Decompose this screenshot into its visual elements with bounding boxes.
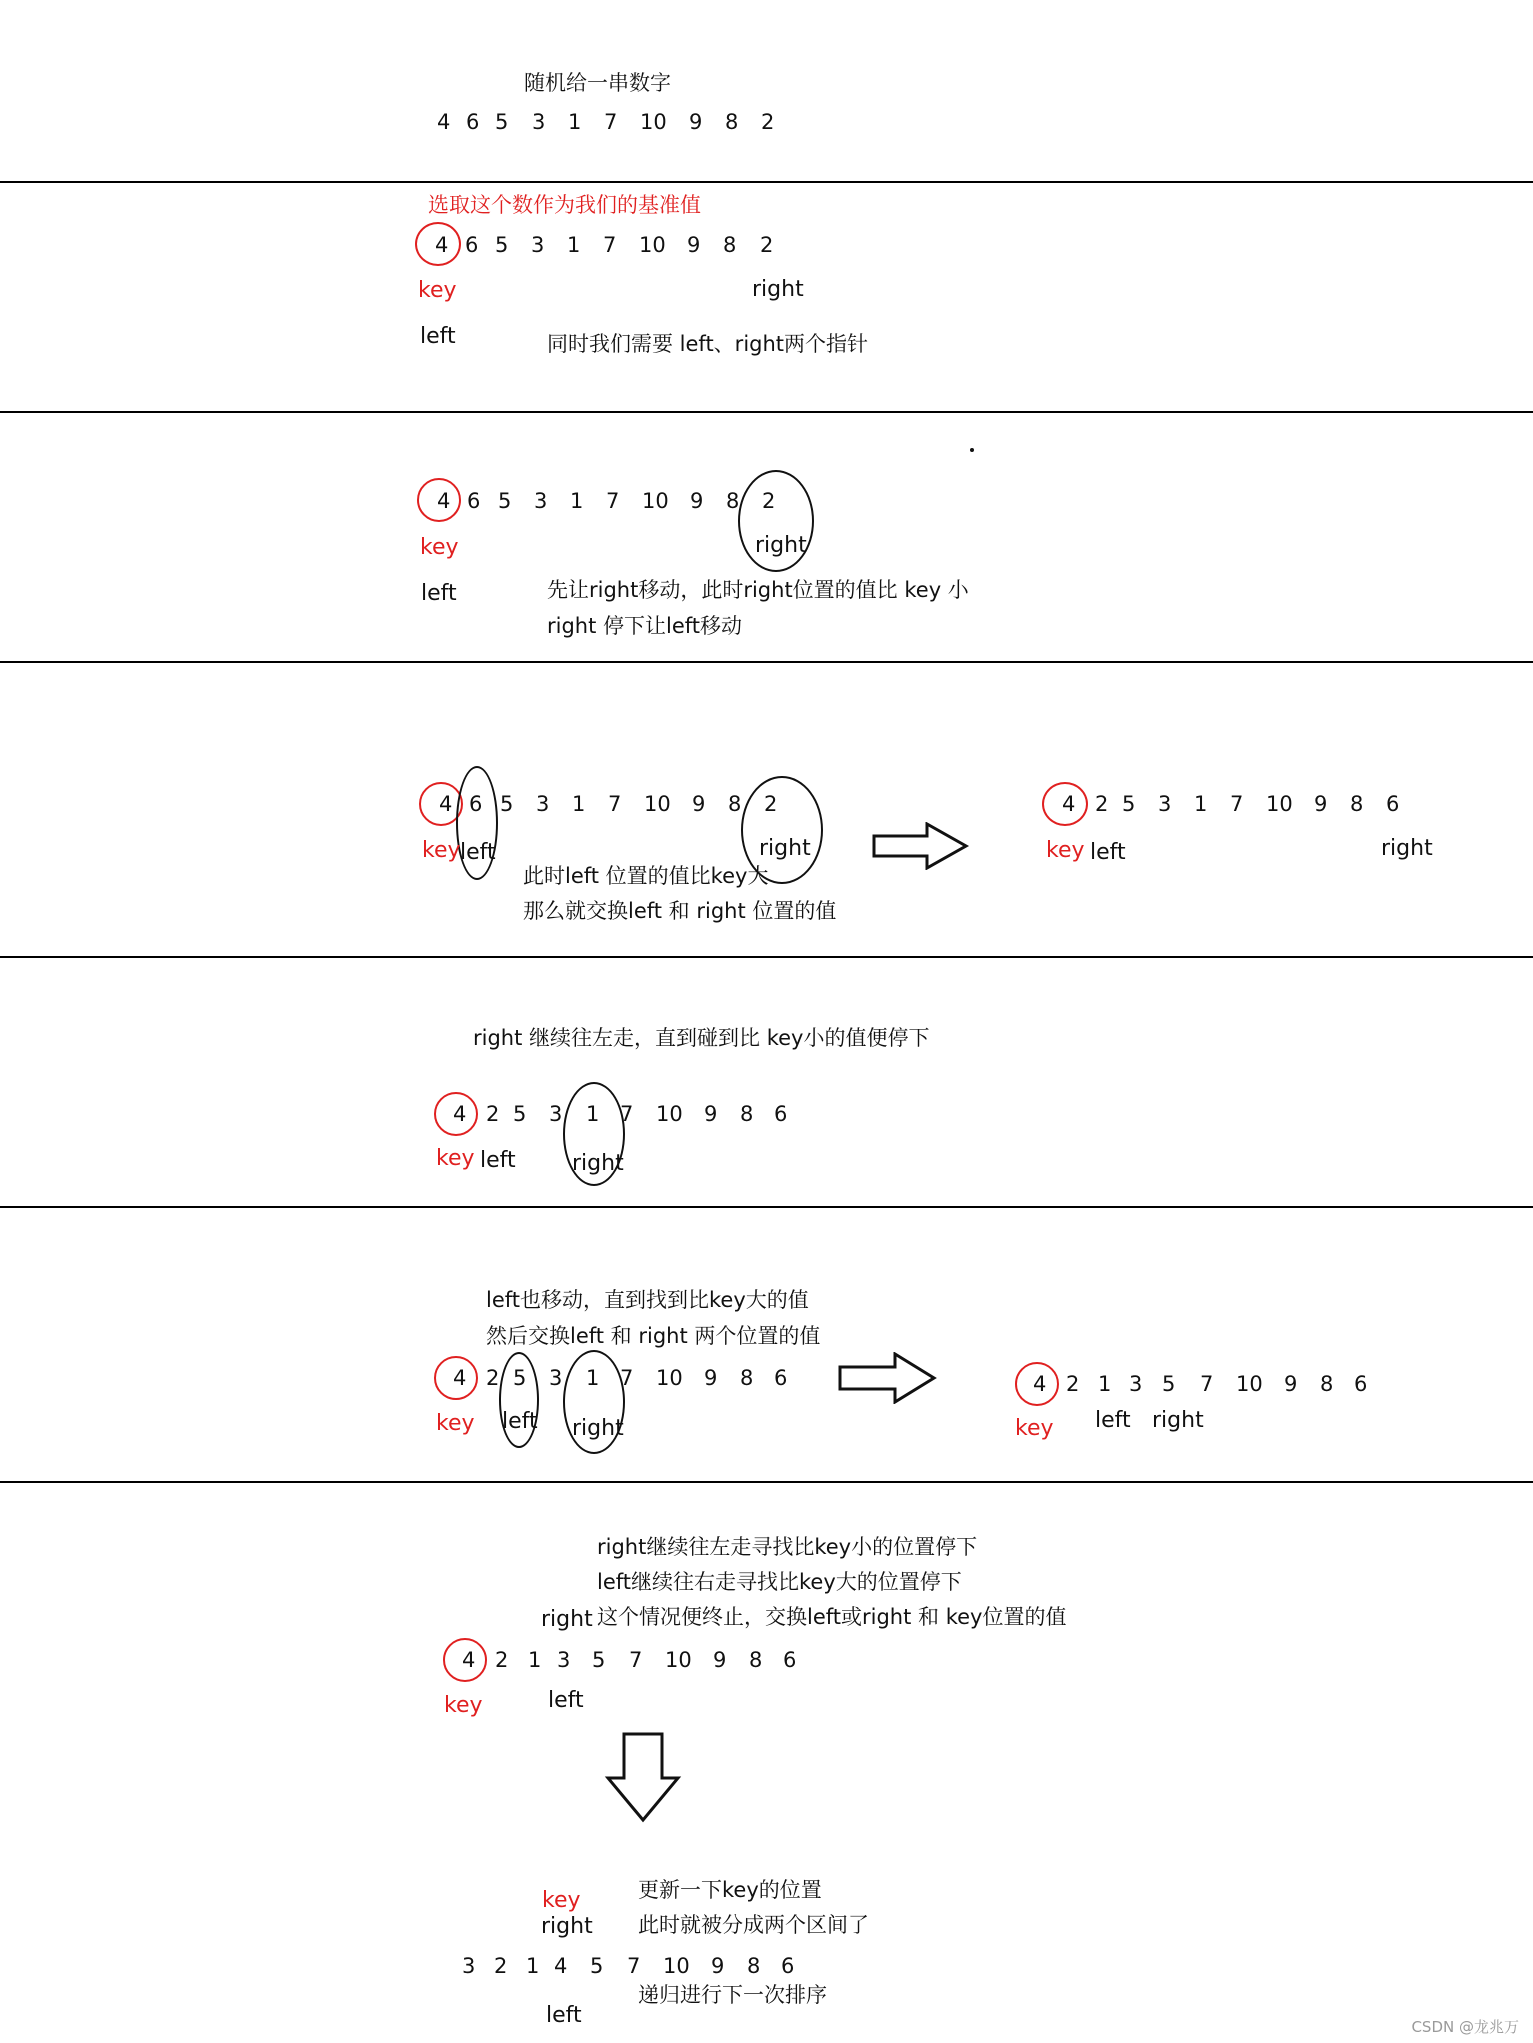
number: 9 (711, 1954, 725, 1978)
number: 9 (690, 489, 704, 513)
number: 10 (656, 1102, 683, 1126)
number: 1 (572, 792, 586, 816)
number: 9 (692, 792, 706, 816)
right-pointer-label: right (541, 1607, 593, 1632)
number: 5 (592, 1648, 606, 1672)
panel2-caption: 选取这个数作为我们的基准值 (428, 193, 701, 217)
number: 2 (486, 1366, 500, 1390)
number: 8 (726, 489, 740, 513)
number: 10 (656, 1366, 683, 1390)
down-arrow-icon (604, 1732, 684, 1824)
left-pointer-label: left (548, 1688, 584, 1713)
left-pointer-label: left (502, 1409, 538, 1434)
number: 6 (774, 1366, 788, 1390)
panel4-note-line2: 那么就交换left 和 right 位置的值 (523, 899, 837, 923)
number: 1 (526, 1954, 540, 1978)
panel5-note: right 继续往左走，直到碰到比 key小的值便停下 (473, 1026, 930, 1050)
number: 6 (469, 792, 483, 816)
number: 4 (1062, 792, 1076, 816)
watermark: CSDN @龙兆万 (1411, 2018, 1519, 2036)
number: 9 (1284, 1372, 1298, 1396)
left-pointer-label: left (420, 324, 456, 349)
number: 3 (531, 233, 545, 257)
section-divider (0, 411, 1533, 413)
number: 4 (462, 1648, 476, 1672)
key-label: key (1046, 838, 1085, 863)
number: 6 (774, 1102, 788, 1126)
number: 7 (603, 233, 617, 257)
number: 10 (1266, 792, 1293, 816)
left-pointer-label: left (1090, 840, 1126, 865)
number: 1 (568, 110, 582, 134)
number: 3 (536, 792, 550, 816)
number: 7 (606, 489, 620, 513)
panel7-note-line1: right继续往左走寻找比key小的位置停下 (597, 1535, 978, 1559)
section-divider (0, 1481, 1533, 1483)
number: 10 (639, 233, 666, 257)
number: 7 (629, 1648, 643, 1672)
right-pointer-label: right (1152, 1408, 1204, 1433)
number: 8 (723, 233, 737, 257)
number: 5 (513, 1366, 527, 1390)
right-arrow-icon (838, 1352, 938, 1404)
number: 2 (761, 110, 775, 134)
number: 3 (549, 1102, 563, 1126)
panel3-note-line2: right 停下让left移动 (547, 614, 743, 638)
number: 8 (749, 1648, 763, 1672)
number: 1 (567, 233, 581, 257)
number: 6 (783, 1648, 797, 1672)
number: 5 (500, 792, 514, 816)
right-pointer-label: right (572, 1416, 624, 1441)
key-label: key (436, 1146, 475, 1171)
number: 4 (1033, 1372, 1047, 1396)
key-label: key (444, 1693, 483, 1718)
number: 6 (466, 110, 480, 134)
number: 7 (604, 110, 618, 134)
section-divider (0, 1206, 1533, 1208)
number: 8 (747, 1954, 761, 1978)
panel2-note: 同时我们需要 left、right两个指针 (547, 332, 869, 356)
number: 10 (644, 792, 671, 816)
panel7-final-note2: 此时就被分成两个区间了 (638, 1913, 869, 1937)
number: 5 (495, 233, 509, 257)
left-pointer-label: left (1095, 1408, 1131, 1433)
number: 5 (590, 1954, 604, 1978)
key-label: key (1015, 1416, 1054, 1441)
number: 1 (570, 489, 584, 513)
stray-dot (970, 448, 974, 452)
right-pointer-label: right (755, 533, 807, 558)
number: 7 (608, 792, 622, 816)
left-pointer-label: left (460, 840, 496, 865)
key-label: key (542, 1888, 581, 1913)
number: 2 (1066, 1372, 1080, 1396)
number: 4 (435, 233, 449, 257)
number: 3 (557, 1648, 571, 1672)
number: 4 (453, 1366, 467, 1390)
number: 6 (1386, 792, 1400, 816)
panel3-note-line1: 先让right移动，此时right位置的值比 key 小 (547, 578, 969, 602)
number: 5 (495, 110, 509, 134)
number: 4 (554, 1954, 568, 1978)
number: 10 (1236, 1372, 1263, 1396)
panel6-note-line1: left也移动，直到找到比key大的值 (486, 1288, 809, 1312)
panel1-caption: 随机给一串数字 (524, 71, 671, 95)
number: 8 (1320, 1372, 1334, 1396)
right-pointer-label: right (752, 277, 804, 302)
number: 7 (620, 1102, 634, 1126)
number: 2 (495, 1648, 509, 1672)
number: 8 (1350, 792, 1364, 816)
left-pointer-label: left (546, 2003, 582, 2028)
number: 1 (1194, 792, 1208, 816)
number: 2 (486, 1102, 500, 1126)
number: 3 (532, 110, 546, 134)
right-pointer-label: right (1381, 836, 1433, 861)
number: 9 (687, 233, 701, 257)
number: 3 (534, 489, 548, 513)
number: 10 (640, 110, 667, 134)
number: 5 (1162, 1372, 1176, 1396)
number: 6 (781, 1954, 795, 1978)
key-label: key (422, 838, 461, 863)
key-label: key (420, 535, 459, 560)
number: 7 (1200, 1372, 1214, 1396)
right-pointer-label: right (572, 1151, 624, 1176)
section-divider (0, 661, 1533, 663)
number: 2 (494, 1954, 508, 1978)
number: 9 (713, 1648, 727, 1672)
panel7-note-line3: 这个情况便终止，交换left或right 和 key位置的值 (597, 1605, 1067, 1629)
number: 4 (439, 792, 453, 816)
section-divider (0, 181, 1533, 183)
number: 5 (1122, 792, 1136, 816)
number: 2 (760, 233, 774, 257)
number: 3 (1158, 792, 1172, 816)
number: 10 (642, 489, 669, 513)
number: 3 (549, 1366, 563, 1390)
number: 9 (704, 1102, 718, 1126)
right-pointer-label: right (759, 836, 811, 861)
number: 3 (1129, 1372, 1143, 1396)
number: 8 (740, 1366, 754, 1390)
number: 7 (627, 1954, 641, 1978)
right-pointer-label: right (541, 1914, 593, 1939)
number: 1 (1098, 1372, 1112, 1396)
number: 1 (586, 1366, 600, 1390)
section-divider (0, 956, 1533, 958)
number: 10 (665, 1648, 692, 1672)
number: 10 (663, 1954, 690, 1978)
number: 7 (1230, 792, 1244, 816)
number: 2 (1095, 792, 1109, 816)
number: 5 (513, 1102, 527, 1126)
number: 4 (453, 1102, 467, 1126)
number: 9 (704, 1366, 718, 1390)
key-label: key (418, 278, 457, 303)
key-label: key (436, 1411, 475, 1436)
panel6-note-line2: 然后交换left 和 right 两个位置的值 (486, 1324, 821, 1348)
number: 3 (462, 1954, 476, 1978)
number: 6 (465, 233, 479, 257)
left-pointer-label: left (480, 1148, 516, 1173)
number: 6 (1354, 1372, 1368, 1396)
number: 9 (1314, 792, 1328, 816)
number: 8 (725, 110, 739, 134)
number: 2 (764, 792, 778, 816)
number: 2 (762, 489, 776, 513)
number: 7 (620, 1366, 634, 1390)
panel7-final-note3: 递归进行下一次排序 (638, 1983, 827, 2007)
right-arrow-icon (872, 822, 972, 870)
number: 4 (437, 110, 451, 134)
number: 8 (728, 792, 742, 816)
number: 1 (586, 1102, 600, 1126)
number: 6 (467, 489, 481, 513)
number: 1 (528, 1648, 542, 1672)
panel7-note-line2: left继续往右走寻找比key大的位置停下 (597, 1570, 962, 1594)
number: 5 (498, 489, 512, 513)
panel7-final-note1: 更新一下key的位置 (638, 1878, 822, 1902)
panel4-note-line1: 此时left 位置的值比key大 (523, 864, 769, 888)
number: 4 (437, 489, 451, 513)
left-pointer-label: left (421, 581, 457, 606)
number: 9 (689, 110, 703, 134)
number: 8 (740, 1102, 754, 1126)
